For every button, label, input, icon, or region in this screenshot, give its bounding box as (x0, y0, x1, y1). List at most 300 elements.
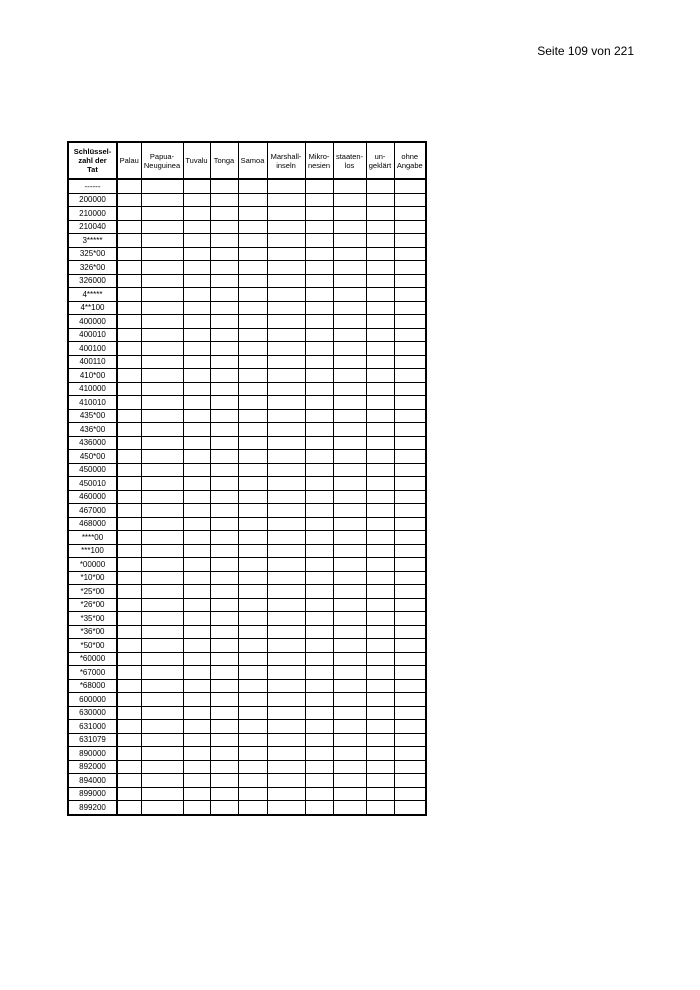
empty-cell (183, 517, 210, 531)
empty-cell (394, 328, 426, 342)
empty-cell (210, 301, 238, 315)
empty-cell (238, 382, 267, 396)
empty-cell (117, 423, 141, 437)
empty-cell (366, 355, 394, 369)
empty-cell (394, 409, 426, 423)
column-header-key-line: Tat (87, 165, 98, 174)
empty-cell (267, 639, 305, 653)
empty-cell (394, 517, 426, 531)
row-key-cell: 400010 (68, 328, 117, 342)
empty-cell (366, 328, 394, 342)
empty-cell (117, 207, 141, 221)
row-key-cell: ****00 (68, 531, 117, 545)
empty-cell (333, 274, 366, 288)
empty-cell (267, 747, 305, 761)
empty-cell (394, 774, 426, 788)
row-key-cell: 467000 (68, 504, 117, 518)
empty-cell (141, 598, 183, 612)
empty-cell (305, 315, 333, 329)
empty-cell (305, 423, 333, 437)
empty-cell (117, 774, 141, 788)
empty-cell (238, 544, 267, 558)
row-key-cell: 210040 (68, 220, 117, 234)
empty-cell (394, 220, 426, 234)
empty-cell (183, 558, 210, 572)
empty-cell (267, 328, 305, 342)
empty-cell (183, 666, 210, 680)
table-row (68, 625, 426, 639)
empty-cell (366, 706, 394, 720)
empty-cell (333, 207, 366, 221)
empty-cell (183, 328, 210, 342)
empty-cell (141, 652, 183, 666)
empty-cell (305, 517, 333, 531)
empty-cell (238, 571, 267, 585)
empty-cell (210, 679, 238, 693)
empty-cell (366, 760, 394, 774)
empty-cell (210, 490, 238, 504)
empty-cell (305, 274, 333, 288)
empty-cell (394, 382, 426, 396)
empty-cell (210, 585, 238, 599)
row-key-cell: 890000 (68, 747, 117, 761)
empty-cell (305, 760, 333, 774)
table-row (68, 544, 426, 558)
empty-cell (183, 706, 210, 720)
empty-cell (183, 382, 210, 396)
empty-cell (141, 409, 183, 423)
empty-cell (210, 179, 238, 193)
row-key-cell: *60000 (68, 652, 117, 666)
empty-cell (210, 693, 238, 707)
empty-cell (141, 639, 183, 653)
empty-cell (366, 423, 394, 437)
empty-cell (183, 774, 210, 788)
empty-cell (267, 463, 305, 477)
table-row (68, 409, 426, 423)
empty-cell (333, 585, 366, 599)
empty-cell (210, 612, 238, 626)
empty-cell (394, 423, 426, 437)
empty-cell (141, 558, 183, 572)
empty-cell (267, 652, 305, 666)
empty-cell (141, 585, 183, 599)
empty-cell (210, 234, 238, 248)
empty-cell (141, 679, 183, 693)
empty-cell (305, 531, 333, 545)
empty-cell (305, 733, 333, 747)
empty-cell (117, 382, 141, 396)
empty-cell (238, 261, 267, 275)
table-row (68, 585, 426, 599)
empty-cell (141, 666, 183, 680)
column-header (117, 142, 141, 179)
empty-cell (394, 436, 426, 450)
empty-cell (238, 801, 267, 815)
empty-cell (394, 342, 426, 356)
table-header-row (68, 142, 426, 179)
row-key-cell: 436000 (68, 436, 117, 450)
row-key-cell: 400100 (68, 342, 117, 356)
empty-cell (305, 652, 333, 666)
empty-cell (141, 477, 183, 491)
table-row (68, 274, 426, 288)
table-row (68, 706, 426, 720)
table-row (68, 787, 426, 801)
empty-cell (183, 733, 210, 747)
empty-cell (141, 247, 183, 261)
empty-cell (333, 477, 366, 491)
empty-cell (183, 477, 210, 491)
empty-cell (117, 666, 141, 680)
empty-cell (333, 571, 366, 585)
column-header-line: Tuvalu (185, 156, 208, 165)
table-row (68, 612, 426, 626)
table-row (68, 720, 426, 734)
empty-cell (117, 328, 141, 342)
column-header-line: Neuguinea (143, 160, 181, 170)
row-key-cell: 600000 (68, 693, 117, 707)
empty-cell (183, 585, 210, 599)
empty-cell (305, 490, 333, 504)
empty-cell (267, 179, 305, 193)
empty-cell (333, 504, 366, 518)
empty-cell (117, 531, 141, 545)
empty-cell (141, 369, 183, 383)
empty-cell (333, 625, 366, 639)
empty-cell (117, 355, 141, 369)
empty-cell (394, 463, 426, 477)
empty-cell (117, 612, 141, 626)
empty-cell (366, 558, 394, 572)
empty-cell (210, 706, 238, 720)
empty-cell (333, 247, 366, 261)
table-row (68, 234, 426, 248)
table-row (68, 450, 426, 464)
empty-cell (210, 652, 238, 666)
empty-cell (366, 585, 394, 599)
empty-cell (238, 679, 267, 693)
empty-cell (183, 571, 210, 585)
empty-cell (238, 706, 267, 720)
empty-cell (305, 639, 333, 653)
empty-cell (267, 220, 305, 234)
column-header-line: geklärt (368, 160, 392, 170)
row-key-cell: 450000 (68, 463, 117, 477)
empty-cell (141, 315, 183, 329)
empty-cell (333, 720, 366, 734)
empty-cell (305, 193, 333, 207)
empty-cell (210, 382, 238, 396)
empty-cell (333, 342, 366, 356)
empty-cell (267, 571, 305, 585)
table-row (68, 301, 426, 315)
row-key-cell: *25*00 (68, 585, 117, 599)
empty-cell (305, 261, 333, 275)
empty-cell (210, 342, 238, 356)
empty-cell (333, 355, 366, 369)
row-key-cell: 894000 (68, 774, 117, 788)
empty-cell (394, 247, 426, 261)
empty-cell (183, 801, 210, 815)
empty-cell (210, 261, 238, 275)
empty-cell (366, 274, 394, 288)
empty-cell (210, 639, 238, 653)
empty-cell (210, 517, 238, 531)
empty-cell (183, 288, 210, 302)
empty-cell (238, 787, 267, 801)
empty-cell (305, 558, 333, 572)
empty-cell (305, 355, 333, 369)
table-row (68, 179, 426, 193)
empty-cell (238, 504, 267, 518)
empty-cell (366, 490, 394, 504)
empty-cell (333, 490, 366, 504)
empty-cell (117, 801, 141, 815)
empty-cell (333, 288, 366, 302)
empty-cell (183, 193, 210, 207)
empty-cell (210, 315, 238, 329)
empty-cell (267, 504, 305, 518)
table-row (68, 679, 426, 693)
empty-cell (183, 639, 210, 653)
empty-cell (238, 774, 267, 788)
empty-cell (141, 693, 183, 707)
empty-cell (141, 342, 183, 356)
column-header-line: Mikro- (308, 151, 330, 161)
table-row (68, 477, 426, 491)
empty-cell (117, 247, 141, 261)
empty-cell (210, 598, 238, 612)
empty-cell (267, 774, 305, 788)
empty-cell (141, 612, 183, 626)
table-row (68, 382, 426, 396)
empty-cell (183, 207, 210, 221)
empty-cell (394, 274, 426, 288)
empty-cell (267, 409, 305, 423)
page-number: Seite 109 von 221 (537, 44, 634, 58)
column-header-line: Tonga (213, 156, 235, 165)
column-header-line: Angabe (396, 160, 423, 170)
empty-cell (366, 477, 394, 491)
column-header (394, 142, 426, 179)
table-row (68, 733, 426, 747)
empty-cell (117, 652, 141, 666)
empty-cell (141, 544, 183, 558)
empty-cell (210, 369, 238, 383)
empty-cell (117, 234, 141, 248)
empty-cell (183, 315, 210, 329)
empty-cell (305, 625, 333, 639)
empty-cell (117, 301, 141, 315)
empty-cell (183, 342, 210, 356)
empty-cell (305, 382, 333, 396)
empty-cell (141, 193, 183, 207)
empty-cell (267, 234, 305, 248)
empty-cell (394, 234, 426, 248)
column-header-line: ohne (401, 151, 419, 161)
empty-cell (141, 760, 183, 774)
column-header-line: nesien (307, 160, 331, 170)
empty-cell (183, 652, 210, 666)
empty-cell (210, 396, 238, 410)
empty-cell (183, 612, 210, 626)
empty-cell (394, 747, 426, 761)
empty-cell (210, 558, 238, 572)
empty-cell (238, 693, 267, 707)
empty-cell (141, 463, 183, 477)
statistics-table (67, 141, 427, 816)
empty-cell (238, 234, 267, 248)
empty-cell (305, 409, 333, 423)
empty-cell (238, 720, 267, 734)
empty-cell (210, 328, 238, 342)
empty-cell (117, 261, 141, 275)
empty-cell (394, 490, 426, 504)
empty-cell (305, 328, 333, 342)
empty-cell (117, 504, 141, 518)
table-row (68, 247, 426, 261)
empty-cell (141, 774, 183, 788)
empty-cell (394, 585, 426, 599)
row-key-cell: 410000 (68, 382, 117, 396)
empty-cell (394, 450, 426, 464)
empty-cell (305, 207, 333, 221)
statistics-table-container (67, 141, 427, 816)
empty-cell (238, 625, 267, 639)
empty-cell (394, 625, 426, 639)
empty-cell (366, 220, 394, 234)
row-key-cell: 450010 (68, 477, 117, 491)
empty-cell (117, 625, 141, 639)
table-row (68, 207, 426, 221)
empty-cell (141, 436, 183, 450)
empty-cell (141, 490, 183, 504)
row-key-cell: 410010 (68, 396, 117, 410)
empty-cell (141, 571, 183, 585)
empty-cell (117, 274, 141, 288)
empty-cell (267, 315, 305, 329)
empty-cell (394, 666, 426, 680)
empty-cell (333, 558, 366, 572)
empty-cell (238, 666, 267, 680)
empty-cell (117, 787, 141, 801)
empty-cell (305, 693, 333, 707)
empty-cell (366, 261, 394, 275)
table-row (68, 369, 426, 383)
row-key-cell: 899200 (68, 801, 117, 815)
table-row (68, 436, 426, 450)
empty-cell (141, 179, 183, 193)
empty-cell (305, 679, 333, 693)
empty-cell (366, 720, 394, 734)
empty-cell (267, 207, 305, 221)
empty-cell (117, 193, 141, 207)
column-header-line: un- (374, 151, 386, 161)
empty-cell (267, 490, 305, 504)
empty-cell (333, 706, 366, 720)
empty-cell (394, 531, 426, 545)
table-row (68, 328, 426, 342)
empty-cell (238, 220, 267, 234)
empty-cell (394, 193, 426, 207)
empty-cell (183, 409, 210, 423)
empty-cell (183, 463, 210, 477)
empty-cell (333, 652, 366, 666)
empty-cell (333, 666, 366, 680)
empty-cell (210, 801, 238, 815)
empty-cell (267, 436, 305, 450)
empty-cell (305, 706, 333, 720)
empty-cell (238, 490, 267, 504)
empty-cell (333, 774, 366, 788)
empty-cell (366, 639, 394, 653)
empty-cell (366, 571, 394, 585)
empty-cell (183, 247, 210, 261)
empty-cell (366, 463, 394, 477)
empty-cell (117, 760, 141, 774)
empty-cell (333, 450, 366, 464)
row-key-cell: 450*00 (68, 450, 117, 464)
column-header (210, 142, 238, 179)
empty-cell (333, 463, 366, 477)
empty-cell (366, 625, 394, 639)
column-header-line: inseln (276, 160, 296, 170)
empty-cell (210, 774, 238, 788)
empty-cell (141, 787, 183, 801)
empty-cell (238, 342, 267, 356)
empty-cell (117, 706, 141, 720)
empty-cell (183, 598, 210, 612)
empty-cell (183, 274, 210, 288)
empty-cell (366, 247, 394, 261)
empty-cell (366, 234, 394, 248)
row-key-cell: 400000 (68, 315, 117, 329)
table-row (68, 639, 426, 653)
empty-cell (238, 585, 267, 599)
empty-cell (394, 787, 426, 801)
empty-cell (333, 193, 366, 207)
empty-cell (141, 720, 183, 734)
empty-cell (238, 450, 267, 464)
empty-cell (117, 598, 141, 612)
empty-cell (210, 571, 238, 585)
empty-cell (305, 598, 333, 612)
empty-cell (394, 693, 426, 707)
empty-cell (238, 207, 267, 221)
table-row (68, 490, 426, 504)
column-header-line: Palau (119, 156, 139, 165)
empty-cell (394, 706, 426, 720)
empty-cell (210, 423, 238, 437)
empty-cell (117, 558, 141, 572)
empty-cell (238, 531, 267, 545)
row-key-cell: *26*00 (68, 598, 117, 612)
empty-cell (394, 301, 426, 315)
row-key-cell: 210000 (68, 207, 117, 221)
empty-cell (333, 733, 366, 747)
empty-cell (141, 801, 183, 815)
row-key-cell: 4***** (68, 288, 117, 302)
table-row (68, 342, 426, 356)
empty-cell (117, 463, 141, 477)
empty-cell (305, 544, 333, 558)
empty-cell (366, 342, 394, 356)
empty-cell (305, 463, 333, 477)
empty-cell (210, 760, 238, 774)
empty-cell (333, 382, 366, 396)
empty-cell (394, 571, 426, 585)
